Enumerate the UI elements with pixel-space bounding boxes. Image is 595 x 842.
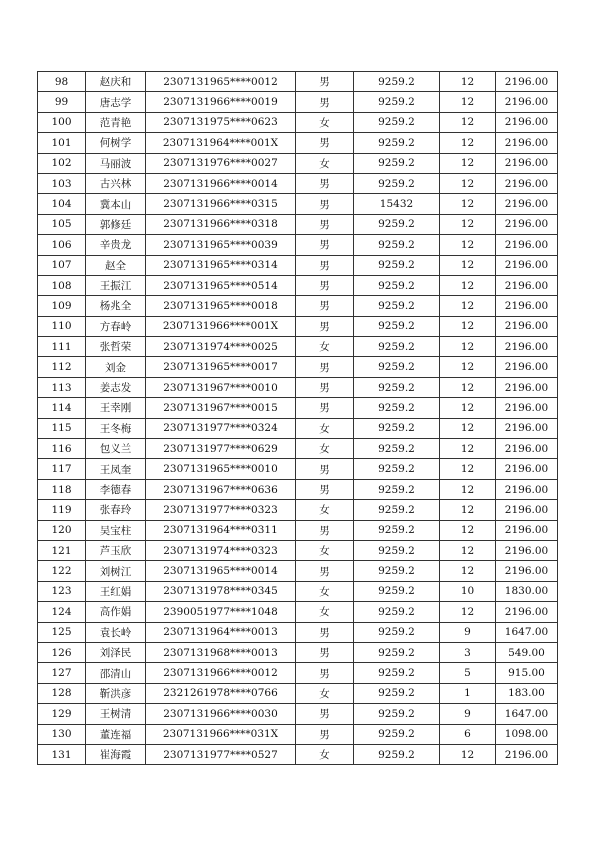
cell-name: 王树清 xyxy=(86,704,146,724)
cell-name: 王幸刚 xyxy=(86,398,146,418)
cell-name: 张哲荣 xyxy=(86,337,146,357)
cell-id-number: 2307131977****0323 xyxy=(146,500,296,520)
table-row xyxy=(38,602,558,622)
cell-name: 姜志发 xyxy=(86,377,146,397)
cell-months: 12 xyxy=(440,275,496,295)
cell-base-amount: 9259.2 xyxy=(354,357,440,377)
cell-name: 马丽波 xyxy=(86,153,146,173)
cell-months: 12 xyxy=(440,398,496,418)
cell-base-amount: 9259.2 xyxy=(354,92,440,112)
cell-row-number: 103 xyxy=(38,173,86,193)
cell-id-number: 2307131964****001X xyxy=(146,133,296,153)
cell-id-number: 2307131975****0623 xyxy=(146,112,296,132)
cell-months: 12 xyxy=(440,439,496,459)
cell-months: 12 xyxy=(440,377,496,397)
table-row xyxy=(38,357,558,377)
cell-total-amount: 2196.00 xyxy=(496,112,558,132)
cell-gender: 男 xyxy=(296,357,354,377)
cell-gender: 女 xyxy=(296,337,354,357)
cell-name: 何树学 xyxy=(86,133,146,153)
cell-total-amount: 2196.00 xyxy=(496,744,558,764)
cell-months: 12 xyxy=(440,561,496,581)
cell-gender: 男 xyxy=(296,173,354,193)
table-row xyxy=(38,398,558,418)
cell-row-number: 100 xyxy=(38,112,86,132)
cell-row-number: 108 xyxy=(38,275,86,295)
cell-total-amount: 2196.00 xyxy=(496,540,558,560)
cell-total-amount: 1647.00 xyxy=(496,622,558,642)
cell-gender: 女 xyxy=(296,540,354,560)
cell-id-number: 2307131966****0012 xyxy=(146,663,296,683)
cell-months: 12 xyxy=(440,418,496,438)
cell-gender: 女 xyxy=(296,602,354,622)
cell-base-amount: 9259.2 xyxy=(354,72,440,92)
cell-id-number: 2307131977****0527 xyxy=(146,744,296,764)
cell-base-amount: 9259.2 xyxy=(354,275,440,295)
cell-months: 12 xyxy=(440,173,496,193)
cell-id-number: 2307131966****0030 xyxy=(146,704,296,724)
cell-row-number: 111 xyxy=(38,337,86,357)
cell-gender: 男 xyxy=(296,235,354,255)
cell-id-number: 2307131978****0345 xyxy=(146,581,296,601)
cell-name: 李德春 xyxy=(86,479,146,499)
cell-total-amount: 2196.00 xyxy=(496,520,558,540)
cell-gender: 男 xyxy=(296,642,354,662)
cell-base-amount: 9259.2 xyxy=(354,133,440,153)
cell-months: 9 xyxy=(440,704,496,724)
cell-name: 张春玲 xyxy=(86,500,146,520)
cell-row-number: 105 xyxy=(38,214,86,234)
cell-row-number: 126 xyxy=(38,642,86,662)
cell-total-amount: 549.00 xyxy=(496,642,558,662)
cell-gender: 男 xyxy=(296,214,354,234)
cell-id-number: 2390051977****1048 xyxy=(146,602,296,622)
table-row xyxy=(38,500,558,520)
cell-gender: 女 xyxy=(296,439,354,459)
table-row xyxy=(38,296,558,316)
table-row xyxy=(38,255,558,275)
cell-base-amount: 9259.2 xyxy=(354,377,440,397)
cell-gender: 男 xyxy=(296,275,354,295)
cell-base-amount: 9259.2 xyxy=(354,459,440,479)
table-row xyxy=(38,520,558,540)
cell-base-amount: 9259.2 xyxy=(354,337,440,357)
cell-name: 高作娟 xyxy=(86,602,146,622)
cell-id-number: 2307131968****0013 xyxy=(146,642,296,662)
cell-base-amount: 9259.2 xyxy=(354,214,440,234)
cell-name: 王凤奎 xyxy=(86,459,146,479)
cell-base-amount: 9259.2 xyxy=(354,500,440,520)
cell-gender: 女 xyxy=(296,683,354,703)
cell-gender: 女 xyxy=(296,418,354,438)
cell-gender: 男 xyxy=(296,296,354,316)
cell-total-amount: 2196.00 xyxy=(496,500,558,520)
cell-total-amount: 915.00 xyxy=(496,663,558,683)
cell-id-number: 2307131965****0018 xyxy=(146,296,296,316)
cell-total-amount: 2196.00 xyxy=(496,337,558,357)
cell-total-amount: 1647.00 xyxy=(496,704,558,724)
cell-name: 古兴林 xyxy=(86,173,146,193)
table-row xyxy=(38,704,558,724)
cell-row-number: 106 xyxy=(38,235,86,255)
cell-total-amount: 2196.00 xyxy=(496,398,558,418)
table-row xyxy=(38,194,558,214)
cell-months: 12 xyxy=(440,337,496,357)
table-row xyxy=(38,561,558,581)
cell-base-amount: 9259.2 xyxy=(354,683,440,703)
cell-months: 12 xyxy=(440,255,496,275)
cell-base-amount: 9259.2 xyxy=(354,724,440,744)
cell-months: 12 xyxy=(440,153,496,173)
cell-base-amount: 9259.2 xyxy=(354,561,440,581)
cell-id-number: 2307131977****0324 xyxy=(146,418,296,438)
cell-base-amount: 9259.2 xyxy=(354,153,440,173)
cell-name: 刘泽民 xyxy=(86,642,146,662)
cell-row-number: 113 xyxy=(38,377,86,397)
cell-total-amount: 2196.00 xyxy=(496,275,558,295)
cell-months: 9 xyxy=(440,622,496,642)
cell-id-number: 2307131965****0010 xyxy=(146,459,296,479)
cell-total-amount: 2196.00 xyxy=(496,72,558,92)
cell-row-number: 123 xyxy=(38,581,86,601)
cell-row-number: 116 xyxy=(38,439,86,459)
cell-gender: 男 xyxy=(296,724,354,744)
cell-months: 12 xyxy=(440,500,496,520)
cell-gender: 男 xyxy=(296,72,354,92)
table-row xyxy=(38,683,558,703)
cell-base-amount: 9259.2 xyxy=(354,520,440,540)
cell-id-number: 2307131965****0314 xyxy=(146,255,296,275)
cell-gender: 男 xyxy=(296,622,354,642)
cell-months: 12 xyxy=(440,316,496,336)
cell-gender: 男 xyxy=(296,255,354,275)
cell-total-amount: 2196.00 xyxy=(496,377,558,397)
cell-months: 6 xyxy=(440,724,496,744)
cell-id-number: 2307131967****0010 xyxy=(146,377,296,397)
table-row xyxy=(38,622,558,642)
cell-total-amount: 1830.00 xyxy=(496,581,558,601)
cell-months: 12 xyxy=(440,112,496,132)
cell-total-amount: 2196.00 xyxy=(496,561,558,581)
cell-name: 王红娟 xyxy=(86,581,146,601)
cell-name: 袁长岭 xyxy=(86,622,146,642)
cell-total-amount: 2196.00 xyxy=(496,173,558,193)
cell-row-number: 110 xyxy=(38,316,86,336)
cell-id-number: 2307131964****0311 xyxy=(146,520,296,540)
table-row xyxy=(38,540,558,560)
cell-row-number: 124 xyxy=(38,602,86,622)
cell-row-number: 119 xyxy=(38,500,86,520)
cell-name: 邵清山 xyxy=(86,663,146,683)
table-row xyxy=(38,479,558,499)
cell-total-amount: 2196.00 xyxy=(496,235,558,255)
cell-name: 刘金 xyxy=(86,357,146,377)
table-row xyxy=(38,581,558,601)
cell-total-amount: 2196.00 xyxy=(496,316,558,336)
cell-id-number: 2307131965****0039 xyxy=(146,235,296,255)
cell-id-number: 2307131967****0015 xyxy=(146,398,296,418)
cell-base-amount: 9259.2 xyxy=(354,744,440,764)
table-row xyxy=(38,112,558,132)
cell-months: 12 xyxy=(440,479,496,499)
cell-name: 芦玉欣 xyxy=(86,540,146,560)
cell-name: 赵庆和 xyxy=(86,72,146,92)
cell-name: 郭修廷 xyxy=(86,214,146,234)
table-row xyxy=(38,92,558,112)
cell-gender: 女 xyxy=(296,153,354,173)
cell-total-amount: 2196.00 xyxy=(496,459,558,479)
cell-total-amount: 2196.00 xyxy=(496,194,558,214)
cell-months: 3 xyxy=(440,642,496,662)
cell-id-number: 2307131976****0027 xyxy=(146,153,296,173)
cell-name: 王冬梅 xyxy=(86,418,146,438)
cell-row-number: 99 xyxy=(38,92,86,112)
cell-months: 12 xyxy=(440,214,496,234)
cell-base-amount: 9259.2 xyxy=(354,439,440,459)
table-row xyxy=(38,377,558,397)
cell-name: 吴宝柱 xyxy=(86,520,146,540)
cell-id-number: 2307131966****0014 xyxy=(146,173,296,193)
cell-months: 12 xyxy=(440,235,496,255)
cell-row-number: 117 xyxy=(38,459,86,479)
cell-months: 12 xyxy=(440,296,496,316)
cell-gender: 男 xyxy=(296,520,354,540)
cell-months: 12 xyxy=(440,72,496,92)
cell-row-number: 127 xyxy=(38,663,86,683)
cell-months: 12 xyxy=(440,744,496,764)
cell-total-amount: 2196.00 xyxy=(496,296,558,316)
cell-gender: 男 xyxy=(296,92,354,112)
table-row xyxy=(38,642,558,662)
cell-total-amount: 2196.00 xyxy=(496,602,558,622)
cell-row-number: 128 xyxy=(38,683,86,703)
cell-base-amount: 15432 xyxy=(354,194,440,214)
cell-months: 12 xyxy=(440,133,496,153)
cell-base-amount: 9259.2 xyxy=(354,622,440,642)
cell-total-amount: 183.00 xyxy=(496,683,558,703)
cell-gender: 男 xyxy=(296,316,354,336)
cell-id-number: 2307131977****0629 xyxy=(146,439,296,459)
cell-base-amount: 9259.2 xyxy=(354,398,440,418)
cell-base-amount: 9259.2 xyxy=(354,704,440,724)
cell-months: 12 xyxy=(440,194,496,214)
cell-base-amount: 9259.2 xyxy=(354,581,440,601)
cell-row-number: 120 xyxy=(38,520,86,540)
cell-gender: 女 xyxy=(296,500,354,520)
cell-months: 12 xyxy=(440,459,496,479)
cell-base-amount: 9259.2 xyxy=(354,663,440,683)
cell-name: 刘树江 xyxy=(86,561,146,581)
cell-row-number: 101 xyxy=(38,133,86,153)
subsidy-table xyxy=(37,71,558,765)
cell-id-number: 2307131966****0019 xyxy=(146,92,296,112)
cell-base-amount: 9259.2 xyxy=(354,479,440,499)
cell-total-amount: 2196.00 xyxy=(496,357,558,377)
cell-row-number: 104 xyxy=(38,194,86,214)
cell-months: 10 xyxy=(440,581,496,601)
cell-id-number: 2307131974****0025 xyxy=(146,337,296,357)
cell-name: 方春岭 xyxy=(86,316,146,336)
cell-base-amount: 9259.2 xyxy=(354,540,440,560)
cell-base-amount: 9259.2 xyxy=(354,316,440,336)
table-row xyxy=(38,235,558,255)
cell-base-amount: 9259.2 xyxy=(354,255,440,275)
cell-id-number: 2307131966****031X xyxy=(146,724,296,744)
cell-gender: 女 xyxy=(296,744,354,764)
table-row xyxy=(38,337,558,357)
cell-name: 崔海霞 xyxy=(86,744,146,764)
cell-base-amount: 9259.2 xyxy=(354,112,440,132)
cell-row-number: 122 xyxy=(38,561,86,581)
cell-name: 范青艳 xyxy=(86,112,146,132)
cell-total-amount: 2196.00 xyxy=(496,92,558,112)
cell-months: 12 xyxy=(440,92,496,112)
cell-name: 靳洪彦 xyxy=(86,683,146,703)
cell-gender: 男 xyxy=(296,479,354,499)
table-row xyxy=(38,153,558,173)
cell-id-number: 2307131965****0514 xyxy=(146,275,296,295)
cell-total-amount: 2196.00 xyxy=(496,214,558,234)
cell-row-number: 125 xyxy=(38,622,86,642)
cell-name: 冀本山 xyxy=(86,194,146,214)
cell-id-number: 2321261978****0766 xyxy=(146,683,296,703)
cell-base-amount: 9259.2 xyxy=(354,235,440,255)
cell-gender: 女 xyxy=(296,112,354,132)
cell-gender: 男 xyxy=(296,377,354,397)
cell-name: 王振江 xyxy=(86,275,146,295)
cell-gender: 男 xyxy=(296,194,354,214)
cell-name: 杨兆全 xyxy=(86,296,146,316)
cell-name: 包义兰 xyxy=(86,439,146,459)
cell-row-number: 109 xyxy=(38,296,86,316)
cell-name: 董连福 xyxy=(86,724,146,744)
cell-id-number: 2307131967****0636 xyxy=(146,479,296,499)
cell-gender: 男 xyxy=(296,704,354,724)
cell-total-amount: 2196.00 xyxy=(496,255,558,275)
cell-gender: 男 xyxy=(296,663,354,683)
cell-months: 1 xyxy=(440,683,496,703)
cell-base-amount: 9259.2 xyxy=(354,296,440,316)
table-row xyxy=(38,744,558,764)
table-row xyxy=(38,173,558,193)
table-row xyxy=(38,663,558,683)
cell-months: 12 xyxy=(440,540,496,560)
cell-total-amount: 1098.00 xyxy=(496,724,558,744)
cell-row-number: 118 xyxy=(38,479,86,499)
cell-gender: 男 xyxy=(296,459,354,479)
cell-base-amount: 9259.2 xyxy=(354,418,440,438)
cell-total-amount: 2196.00 xyxy=(496,418,558,438)
cell-id-number: 2307131966****0315 xyxy=(146,194,296,214)
cell-id-number: 2307131965****0014 xyxy=(146,561,296,581)
cell-gender: 男 xyxy=(296,398,354,418)
cell-row-number: 102 xyxy=(38,153,86,173)
cell-id-number: 2307131965****0012 xyxy=(146,72,296,92)
table-row xyxy=(38,72,558,92)
cell-gender: 男 xyxy=(296,133,354,153)
cell-total-amount: 2196.00 xyxy=(496,439,558,459)
cell-total-amount: 2196.00 xyxy=(496,133,558,153)
cell-row-number: 131 xyxy=(38,744,86,764)
cell-months: 5 xyxy=(440,663,496,683)
table-row xyxy=(38,439,558,459)
cell-id-number: 2307131964****0013 xyxy=(146,622,296,642)
cell-base-amount: 9259.2 xyxy=(354,642,440,662)
cell-name: 辛贵龙 xyxy=(86,235,146,255)
cell-months: 12 xyxy=(440,602,496,622)
cell-row-number: 121 xyxy=(38,540,86,560)
cell-total-amount: 2196.00 xyxy=(496,153,558,173)
table-row xyxy=(38,459,558,479)
cell-months: 12 xyxy=(440,520,496,540)
cell-row-number: 130 xyxy=(38,724,86,744)
cell-gender: 女 xyxy=(296,581,354,601)
cell-base-amount: 9259.2 xyxy=(354,602,440,622)
cell-gender: 男 xyxy=(296,561,354,581)
table-body xyxy=(38,72,558,765)
table-row xyxy=(38,133,558,153)
table-row xyxy=(38,214,558,234)
cell-name: 赵全 xyxy=(86,255,146,275)
cell-id-number: 2307131966****0318 xyxy=(146,214,296,234)
table-row xyxy=(38,724,558,744)
cell-months: 12 xyxy=(440,357,496,377)
cell-id-number: 2307131966****001X xyxy=(146,316,296,336)
cell-row-number: 98 xyxy=(38,72,86,92)
cell-name: 唐志学 xyxy=(86,92,146,112)
cell-row-number: 107 xyxy=(38,255,86,275)
cell-id-number: 2307131974****0323 xyxy=(146,540,296,560)
cell-row-number: 112 xyxy=(38,357,86,377)
table-row xyxy=(38,275,558,295)
cell-row-number: 115 xyxy=(38,418,86,438)
cell-row-number: 114 xyxy=(38,398,86,418)
cell-base-amount: 9259.2 xyxy=(354,173,440,193)
cell-id-number: 2307131965****0017 xyxy=(146,357,296,377)
table-row xyxy=(38,316,558,336)
table-row xyxy=(38,418,558,438)
cell-row-number: 129 xyxy=(38,704,86,724)
cell-total-amount: 2196.00 xyxy=(496,479,558,499)
